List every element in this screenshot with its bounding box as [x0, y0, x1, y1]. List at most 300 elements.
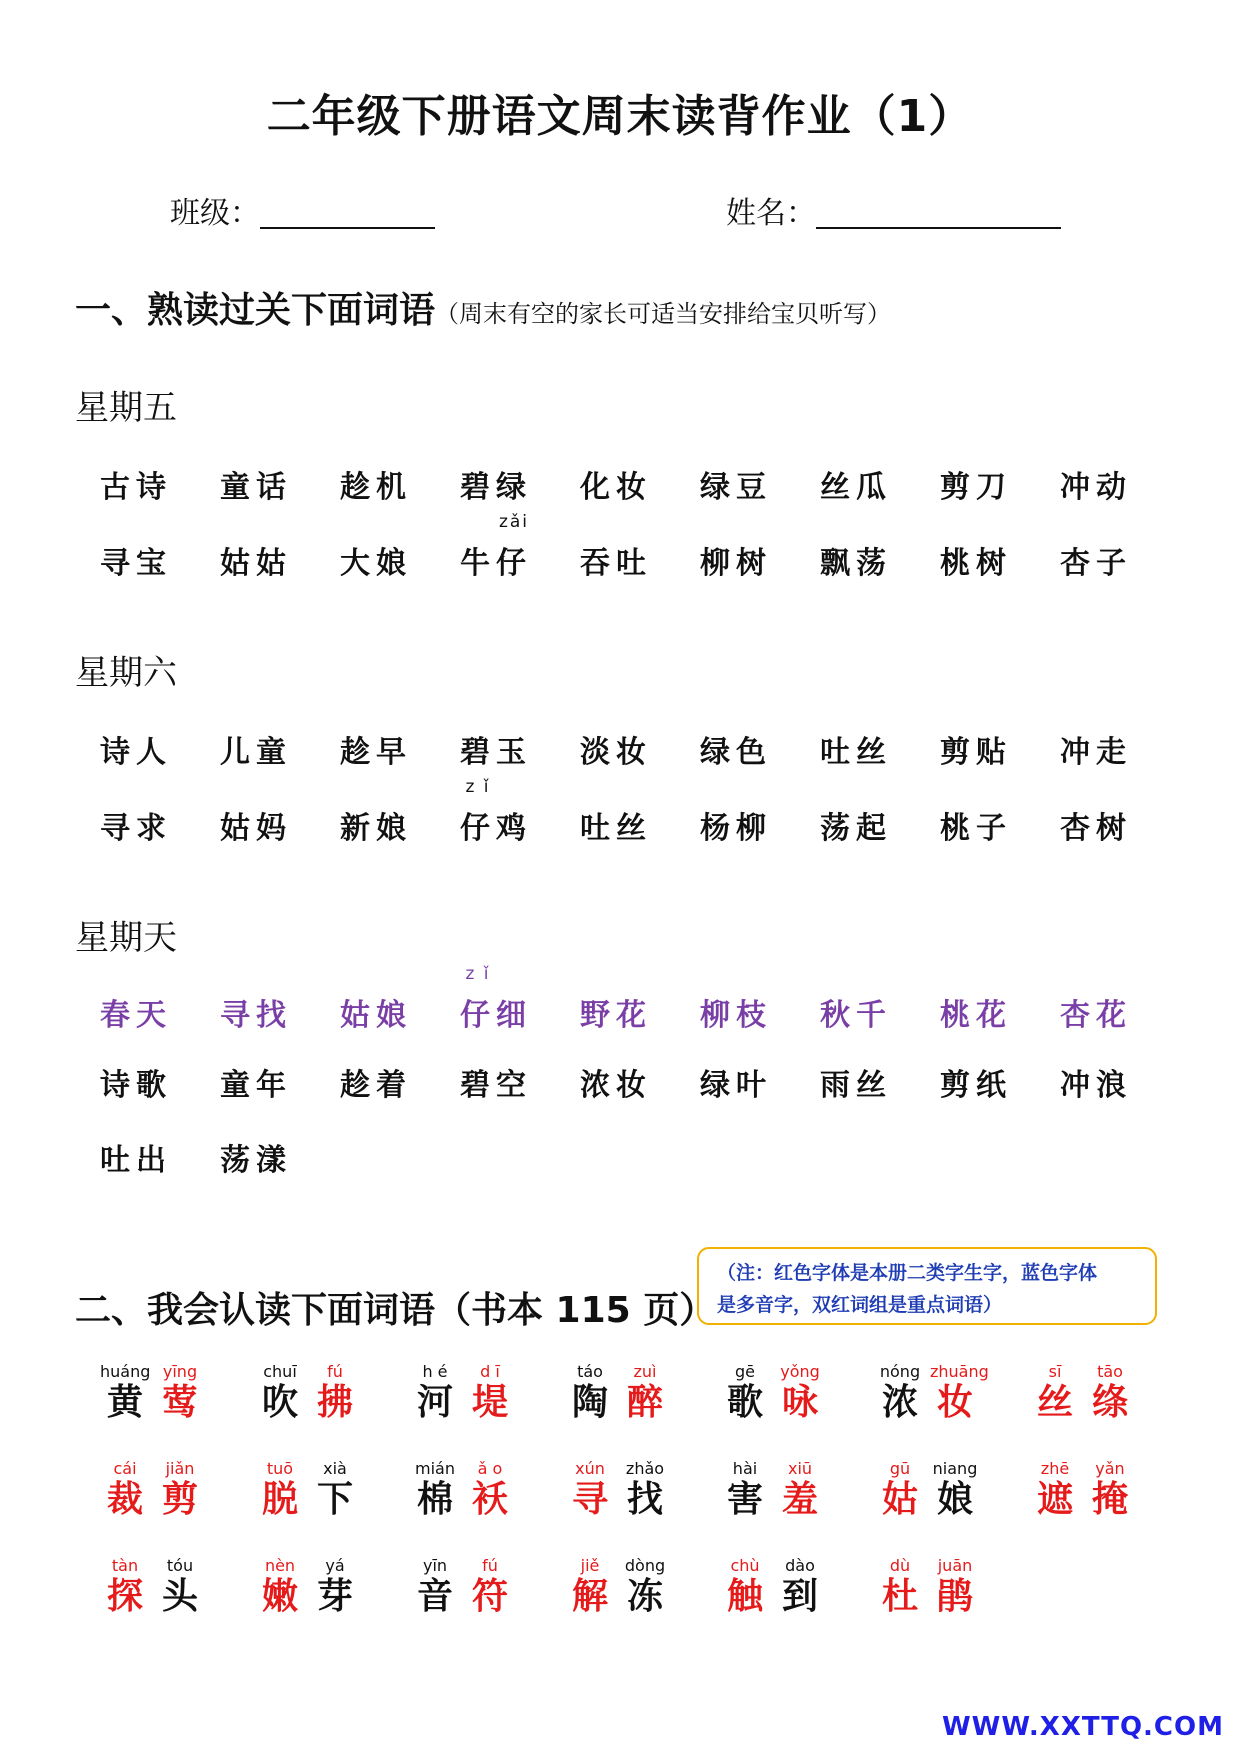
vocab-word [820, 462, 930, 506]
vocab-word [940, 803, 1050, 847]
reading-word [565, 1340, 685, 1423]
vocab-char: 妆 [616, 1068, 652, 1103]
hanzi: 咏 [781, 1381, 818, 1423]
vocab-word [220, 538, 330, 582]
vocab-word [1060, 727, 1170, 771]
vocab-word [460, 964, 570, 1034]
day-label: 星期五 [75, 388, 177, 428]
vocab-char: 冲 [1060, 470, 1096, 505]
pinyin: chù [730, 1556, 760, 1575]
reading-word [720, 1340, 840, 1423]
reading-char [310, 1459, 360, 1519]
pinyin-annotation: z ǐ [465, 777, 491, 797]
pinyin: nèn [264, 1556, 296, 1575]
pinyin: niang [932, 1459, 978, 1478]
hanzi: 下 [316, 1478, 353, 1520]
hanzi: 绦 [1091, 1381, 1128, 1423]
vocab-char: 刀 [976, 470, 1012, 505]
vocab-char: 妈 [256, 811, 292, 846]
vocab-char: 花 [976, 998, 1012, 1033]
reading-word [720, 1437, 840, 1520]
vocab-word [700, 1060, 810, 1104]
class-blank-line[interactable] [260, 197, 435, 229]
hanzi: 触 [726, 1575, 763, 1617]
vocab-word [820, 1060, 930, 1104]
vocab-char: 话 [256, 470, 292, 505]
vocab-word [700, 538, 810, 582]
reading-char [565, 1459, 615, 1519]
vocab-word [700, 990, 810, 1034]
reading-char [565, 1362, 615, 1422]
vocab-char: 丝 [616, 811, 652, 846]
vocab-char: 童 [220, 1068, 256, 1103]
pinyin: gū [889, 1459, 911, 1478]
reading-char [930, 1362, 989, 1423]
vocab-char: 姑 [220, 546, 256, 581]
vocab-char: 动 [1096, 470, 1132, 505]
vocab-char: 纸 [976, 1068, 1012, 1103]
vocab-word [1060, 1060, 1170, 1104]
pinyin: zhuāng [930, 1362, 989, 1381]
reading-char [930, 1556, 980, 1616]
vocab-word [700, 462, 810, 506]
vocab-word [460, 512, 570, 582]
hanzi: 姑 [881, 1478, 918, 1520]
reading-char [100, 1556, 150, 1616]
hanzi: 探 [106, 1575, 143, 1617]
vocab-char: 丝 [856, 735, 892, 770]
reading-word [565, 1437, 685, 1520]
vocab-char: 吐 [100, 1143, 136, 1178]
reading-char [465, 1362, 515, 1422]
vocab-char: 树 [1096, 811, 1132, 846]
class-field[interactable] [170, 188, 435, 232]
vocab-char: 诗 [100, 735, 136, 770]
pinyin: tàn [111, 1556, 139, 1575]
pinyin: xià [323, 1459, 347, 1478]
hanzi: 陶 [571, 1381, 608, 1423]
pinyin: yǒng [780, 1362, 820, 1381]
vocab-char: 碧 [460, 1068, 496, 1103]
vocab-char: 冲 [1060, 1068, 1096, 1103]
reading-char [1030, 1362, 1080, 1422]
vocab-char: 姑 [220, 811, 256, 846]
vocab-char: 娘 [376, 811, 412, 846]
vocab-char: 绿 [700, 735, 736, 770]
vocab-char: 细 [496, 998, 532, 1033]
vocab-char: 树 [736, 546, 772, 581]
vocab-char: 枝 [736, 998, 772, 1033]
vocab-word [340, 462, 450, 506]
vocab-word [340, 727, 450, 771]
reading-word [410, 1340, 530, 1423]
vocab-char: 年 [256, 1068, 292, 1103]
vocab-char: 出 [136, 1143, 172, 1178]
vocab-char: 丝 [856, 1068, 892, 1103]
reading-char [930, 1459, 980, 1519]
vocab-word [100, 462, 210, 506]
reading-word [875, 1534, 995, 1617]
pinyin: dù [889, 1556, 911, 1575]
section1-title: 一、熟读过关下面词语 [75, 290, 436, 331]
vocab-char: 童 [256, 735, 292, 770]
vocab-char: 牛 [460, 546, 496, 581]
hanzi: 妆 [936, 1381, 973, 1423]
vocab-word [460, 462, 570, 506]
pinyin: xiū [787, 1459, 813, 1478]
vocab-char: 妆 [616, 470, 652, 505]
hanzi: 堤 [471, 1381, 508, 1423]
vocab-word [220, 462, 330, 506]
vocab-word [940, 1060, 1050, 1104]
hanzi: 歌 [726, 1381, 763, 1423]
vocab-word [820, 803, 930, 847]
reading-char [565, 1556, 615, 1616]
vocab-char: 荡 [220, 1143, 256, 1178]
pinyin: chuī [263, 1362, 297, 1381]
vocab-char: 趁 [340, 1068, 376, 1103]
hanzi: 棉 [416, 1478, 453, 1520]
section1-note: （周末有空的家长可适当安排给宝贝听写） [435, 300, 892, 328]
vocab-char: 杏 [1060, 546, 1096, 581]
reading-char [775, 1556, 825, 1616]
vocab-word [1060, 990, 1170, 1034]
vocab-char: 秋 [820, 998, 856, 1033]
vocab-word [580, 462, 690, 506]
reading-char [255, 1556, 305, 1616]
vocab-word [220, 1135, 330, 1179]
vocab-char: 起 [856, 811, 892, 846]
vocab-char: 花 [616, 998, 652, 1033]
vocab-char: 儿 [220, 735, 256, 770]
vocab-char: 娘 [376, 998, 412, 1033]
vocab-char: 仔 z ǐ [460, 777, 496, 846]
reading-char [1030, 1459, 1080, 1519]
vocab-char: 宝 [136, 546, 172, 581]
vocab-word [700, 727, 810, 771]
hanzi: 丝 [1036, 1381, 1073, 1423]
vocab-char: 绿 [700, 1068, 736, 1103]
pinyin: hài [732, 1459, 758, 1478]
vocab-word [460, 1060, 570, 1104]
hanzi: 杜 [881, 1575, 918, 1617]
vocab-char: 荡 [856, 546, 892, 581]
reading-char [775, 1459, 825, 1519]
vocab-word [100, 1060, 210, 1104]
vocab-char: 娘 [376, 546, 412, 581]
watermark: WWW.XXTTQ.COM [942, 1712, 1224, 1742]
vocab-word [580, 803, 690, 847]
hanzi: 河 [416, 1381, 453, 1423]
vocab-word [820, 727, 930, 771]
note-line-2: 是多音字，双红词组是重点词语） [717, 1294, 1003, 1316]
hanzi: 剪 [161, 1478, 198, 1520]
hanzi: 袄 [471, 1478, 508, 1520]
vocab-char: 野 [580, 998, 616, 1033]
vocab-word [220, 990, 330, 1034]
vocab-char: 童 [220, 470, 256, 505]
hanzi: 拂 [316, 1381, 353, 1423]
pinyin: tāo [1097, 1362, 1123, 1381]
vocab-char: 剪 [940, 1068, 976, 1103]
vocab-char: 杏 [1060, 998, 1096, 1033]
reading-char [875, 1362, 925, 1422]
reading-word [1030, 1437, 1150, 1520]
pinyin: tóu [166, 1556, 194, 1575]
vocab-char: 绿 [700, 470, 736, 505]
vocab-char: 浪 [1096, 1068, 1132, 1103]
reading-word [875, 1340, 995, 1423]
reading-char [775, 1362, 825, 1422]
vocab-char: 柳 [736, 811, 772, 846]
vocab-char: 古 [100, 470, 136, 505]
hanzi: 寻 [571, 1478, 608, 1520]
name-label: 姓名： [726, 196, 816, 231]
pinyin: gē [735, 1362, 755, 1381]
pinyin: huáng [100, 1362, 151, 1381]
vocab-char: 漾 [256, 1143, 292, 1178]
vocab-char: 仔 z ǐ [460, 964, 496, 1033]
hanzi: 鹃 [936, 1575, 973, 1617]
vocab-word [460, 727, 570, 771]
pinyin: fú [482, 1556, 498, 1575]
vocab-word [820, 990, 930, 1034]
vocab-word [940, 462, 1050, 506]
vocab-char: 机 [376, 470, 412, 505]
reading-char [100, 1362, 150, 1422]
vocab-word [940, 538, 1050, 582]
reading-char [720, 1556, 770, 1616]
vocab-char: 豆 [736, 470, 772, 505]
hanzi: 吹 [261, 1381, 298, 1423]
vocab-char: 浓 [580, 1068, 616, 1103]
vocab-char: 杏 [1060, 811, 1096, 846]
hanzi: 醉 [626, 1381, 663, 1423]
reading-char [100, 1459, 150, 1519]
hanzi: 到 [781, 1575, 818, 1617]
vocab-char: 碧 [460, 735, 496, 770]
vocab-word [220, 727, 330, 771]
vocab-word [1060, 538, 1170, 582]
class-label: 班级： [170, 196, 260, 231]
vocab-word [1060, 803, 1170, 847]
pinyin: dòng [624, 1556, 666, 1575]
hanzi: 音 [416, 1575, 453, 1617]
pinyin: yīng [162, 1362, 198, 1381]
pinyin-annotation: zǎi [498, 512, 530, 532]
pinyin: xún [575, 1459, 605, 1478]
vocab-char: 杨 [700, 811, 736, 846]
vocab-char: 诗 [100, 1068, 136, 1103]
section2-heading: 二、我会认读下面词语（书本 115 页） [75, 1290, 716, 1331]
hanzi: 符 [471, 1575, 508, 1617]
reading-char [875, 1459, 925, 1519]
pinyin: cái [113, 1459, 137, 1478]
vocab-char: 剪 [940, 470, 976, 505]
vocab-char: 找 [256, 998, 292, 1033]
pinyin: mián [415, 1459, 455, 1478]
hanzi: 羞 [781, 1478, 818, 1520]
vocab-word [220, 1060, 330, 1104]
vocab-char: 趁 [340, 470, 376, 505]
reading-char [620, 1556, 670, 1616]
hanzi: 脱 [261, 1478, 298, 1520]
reading-char [465, 1556, 515, 1616]
vocab-char: 吐 [616, 546, 652, 581]
vocab-word [580, 538, 690, 582]
reading-char [255, 1459, 305, 1519]
pinyin: sī [1048, 1362, 1062, 1381]
pinyin-annotation: z ǐ [465, 964, 491, 984]
reading-char [255, 1362, 305, 1422]
hanzi: 解 [571, 1575, 608, 1617]
vocab-char: 树 [976, 546, 1012, 581]
vocab-word [220, 803, 330, 847]
hanzi: 裁 [106, 1478, 143, 1520]
reading-char [875, 1556, 925, 1616]
pinyin: táo [577, 1362, 603, 1381]
vocab-word [100, 727, 210, 771]
reading-word [410, 1534, 530, 1617]
reading-char [1085, 1459, 1135, 1519]
vocab-char: 荡 [820, 811, 856, 846]
vocab-char: 着 [376, 1068, 412, 1103]
pinyin: ǎ o [477, 1459, 503, 1478]
hanzi: 浓 [881, 1381, 918, 1423]
reading-word [255, 1437, 375, 1520]
vocab-char: 寻 [100, 546, 136, 581]
vocab-char: 子 [976, 811, 1012, 846]
day-label: 星期天 [75, 918, 177, 958]
vocab-char: 绿 [496, 470, 532, 505]
day-label: 星期六 [75, 653, 177, 693]
vocab-word [580, 1060, 690, 1104]
pinyin: jiě [580, 1556, 600, 1575]
vocab-char: 空 [496, 1068, 532, 1103]
reading-char [410, 1362, 460, 1422]
vocab-char: 妆 [616, 735, 652, 770]
pinyin: juān [937, 1556, 973, 1575]
pinyin: h é [422, 1362, 448, 1381]
vocab-char: 玉 [496, 735, 532, 770]
vocab-word [100, 538, 210, 582]
hanzi: 找 [626, 1478, 663, 1520]
vocab-char: 桃 [940, 811, 976, 846]
pinyin: yá [325, 1556, 345, 1575]
vocab-word [1060, 462, 1170, 506]
vocab-char: 求 [136, 811, 172, 846]
pinyin: nóng [879, 1362, 921, 1381]
hanzi: 黄 [106, 1381, 143, 1423]
reading-word [565, 1534, 685, 1617]
vocab-char: 大 [340, 546, 376, 581]
hanzi: 娘 [936, 1478, 973, 1520]
pinyin: yǎn [1095, 1459, 1125, 1478]
vocab-char: 碧 [460, 470, 496, 505]
pinyin: zhē [1040, 1459, 1070, 1478]
vocab-word [580, 727, 690, 771]
vocab-char: 吐 [580, 811, 616, 846]
vocab-char: 仔 zǎi [496, 512, 532, 581]
reading-char [410, 1556, 460, 1616]
vocab-word [100, 990, 210, 1034]
reading-word [1030, 1340, 1150, 1423]
vocab-char: 化 [580, 470, 616, 505]
reading-char [720, 1459, 770, 1519]
reading-word [100, 1340, 220, 1423]
section1-heading [75, 282, 891, 333]
vocab-word [340, 990, 450, 1034]
page-title: 二年级下册语文周末读背作业（1） [266, 91, 974, 142]
pinyin: jiǎn [165, 1459, 195, 1478]
vocab-char: 桃 [940, 998, 976, 1033]
vocab-word [820, 538, 930, 582]
reading-char [310, 1556, 360, 1616]
vocab-char: 千 [856, 998, 892, 1033]
reading-char [155, 1556, 205, 1616]
reading-char [155, 1362, 205, 1422]
pinyin: fú [327, 1362, 343, 1381]
reading-char [410, 1459, 460, 1519]
vocab-char: 淡 [580, 735, 616, 770]
vocab-char: 色 [736, 735, 772, 770]
vocab-word [460, 777, 570, 847]
reading-char [465, 1459, 515, 1519]
reading-word [255, 1340, 375, 1423]
hanzi: 莺 [161, 1381, 198, 1423]
vocab-char: 寻 [100, 811, 136, 846]
pinyin: zuì [633, 1362, 657, 1381]
reading-word [100, 1534, 220, 1617]
name-blank-line[interactable] [816, 197, 1061, 229]
vocab-char: 趁 [340, 735, 376, 770]
hanzi: 冻 [626, 1575, 663, 1617]
name-field[interactable] [726, 188, 1061, 232]
vocab-char: 柳 [700, 998, 736, 1033]
vocab-char: 姑 [256, 546, 292, 581]
pinyin: d ī [480, 1362, 500, 1381]
note-line-1: （注：红色字体是本册二类字生字，蓝色字体 [717, 1262, 1098, 1284]
pinyin: dào [785, 1556, 815, 1575]
vocab-char: 子 [1096, 546, 1132, 581]
reading-char [1085, 1362, 1135, 1422]
pinyin: yīn [422, 1556, 448, 1575]
hanzi: 芽 [316, 1575, 353, 1617]
hanzi: 嫩 [261, 1575, 298, 1617]
vocab-char: 柳 [700, 546, 736, 581]
vocab-word [100, 1135, 210, 1179]
vocab-char: 雨 [820, 1068, 856, 1103]
hanzi: 掩 [1091, 1478, 1128, 1520]
reading-char [720, 1362, 770, 1422]
vocab-char: 冲 [1060, 735, 1096, 770]
vocab-char: 寻 [220, 998, 256, 1033]
vocab-word [700, 803, 810, 847]
vocab-char: 春 [100, 998, 136, 1033]
reading-word [100, 1437, 220, 1520]
vocab-char: 吐 [820, 735, 856, 770]
vocab-char: 飘 [820, 546, 856, 581]
pinyin: zhǎo [625, 1459, 665, 1478]
vocab-char: 走 [1096, 735, 1132, 770]
vocab-char: 剪 [940, 735, 976, 770]
vocab-word [940, 727, 1050, 771]
vocab-char: 瓜 [856, 470, 892, 505]
vocab-char: 天 [136, 998, 172, 1033]
vocab-char: 吞 [580, 546, 616, 581]
vocab-char: 桃 [940, 546, 976, 581]
reading-char [310, 1362, 360, 1422]
